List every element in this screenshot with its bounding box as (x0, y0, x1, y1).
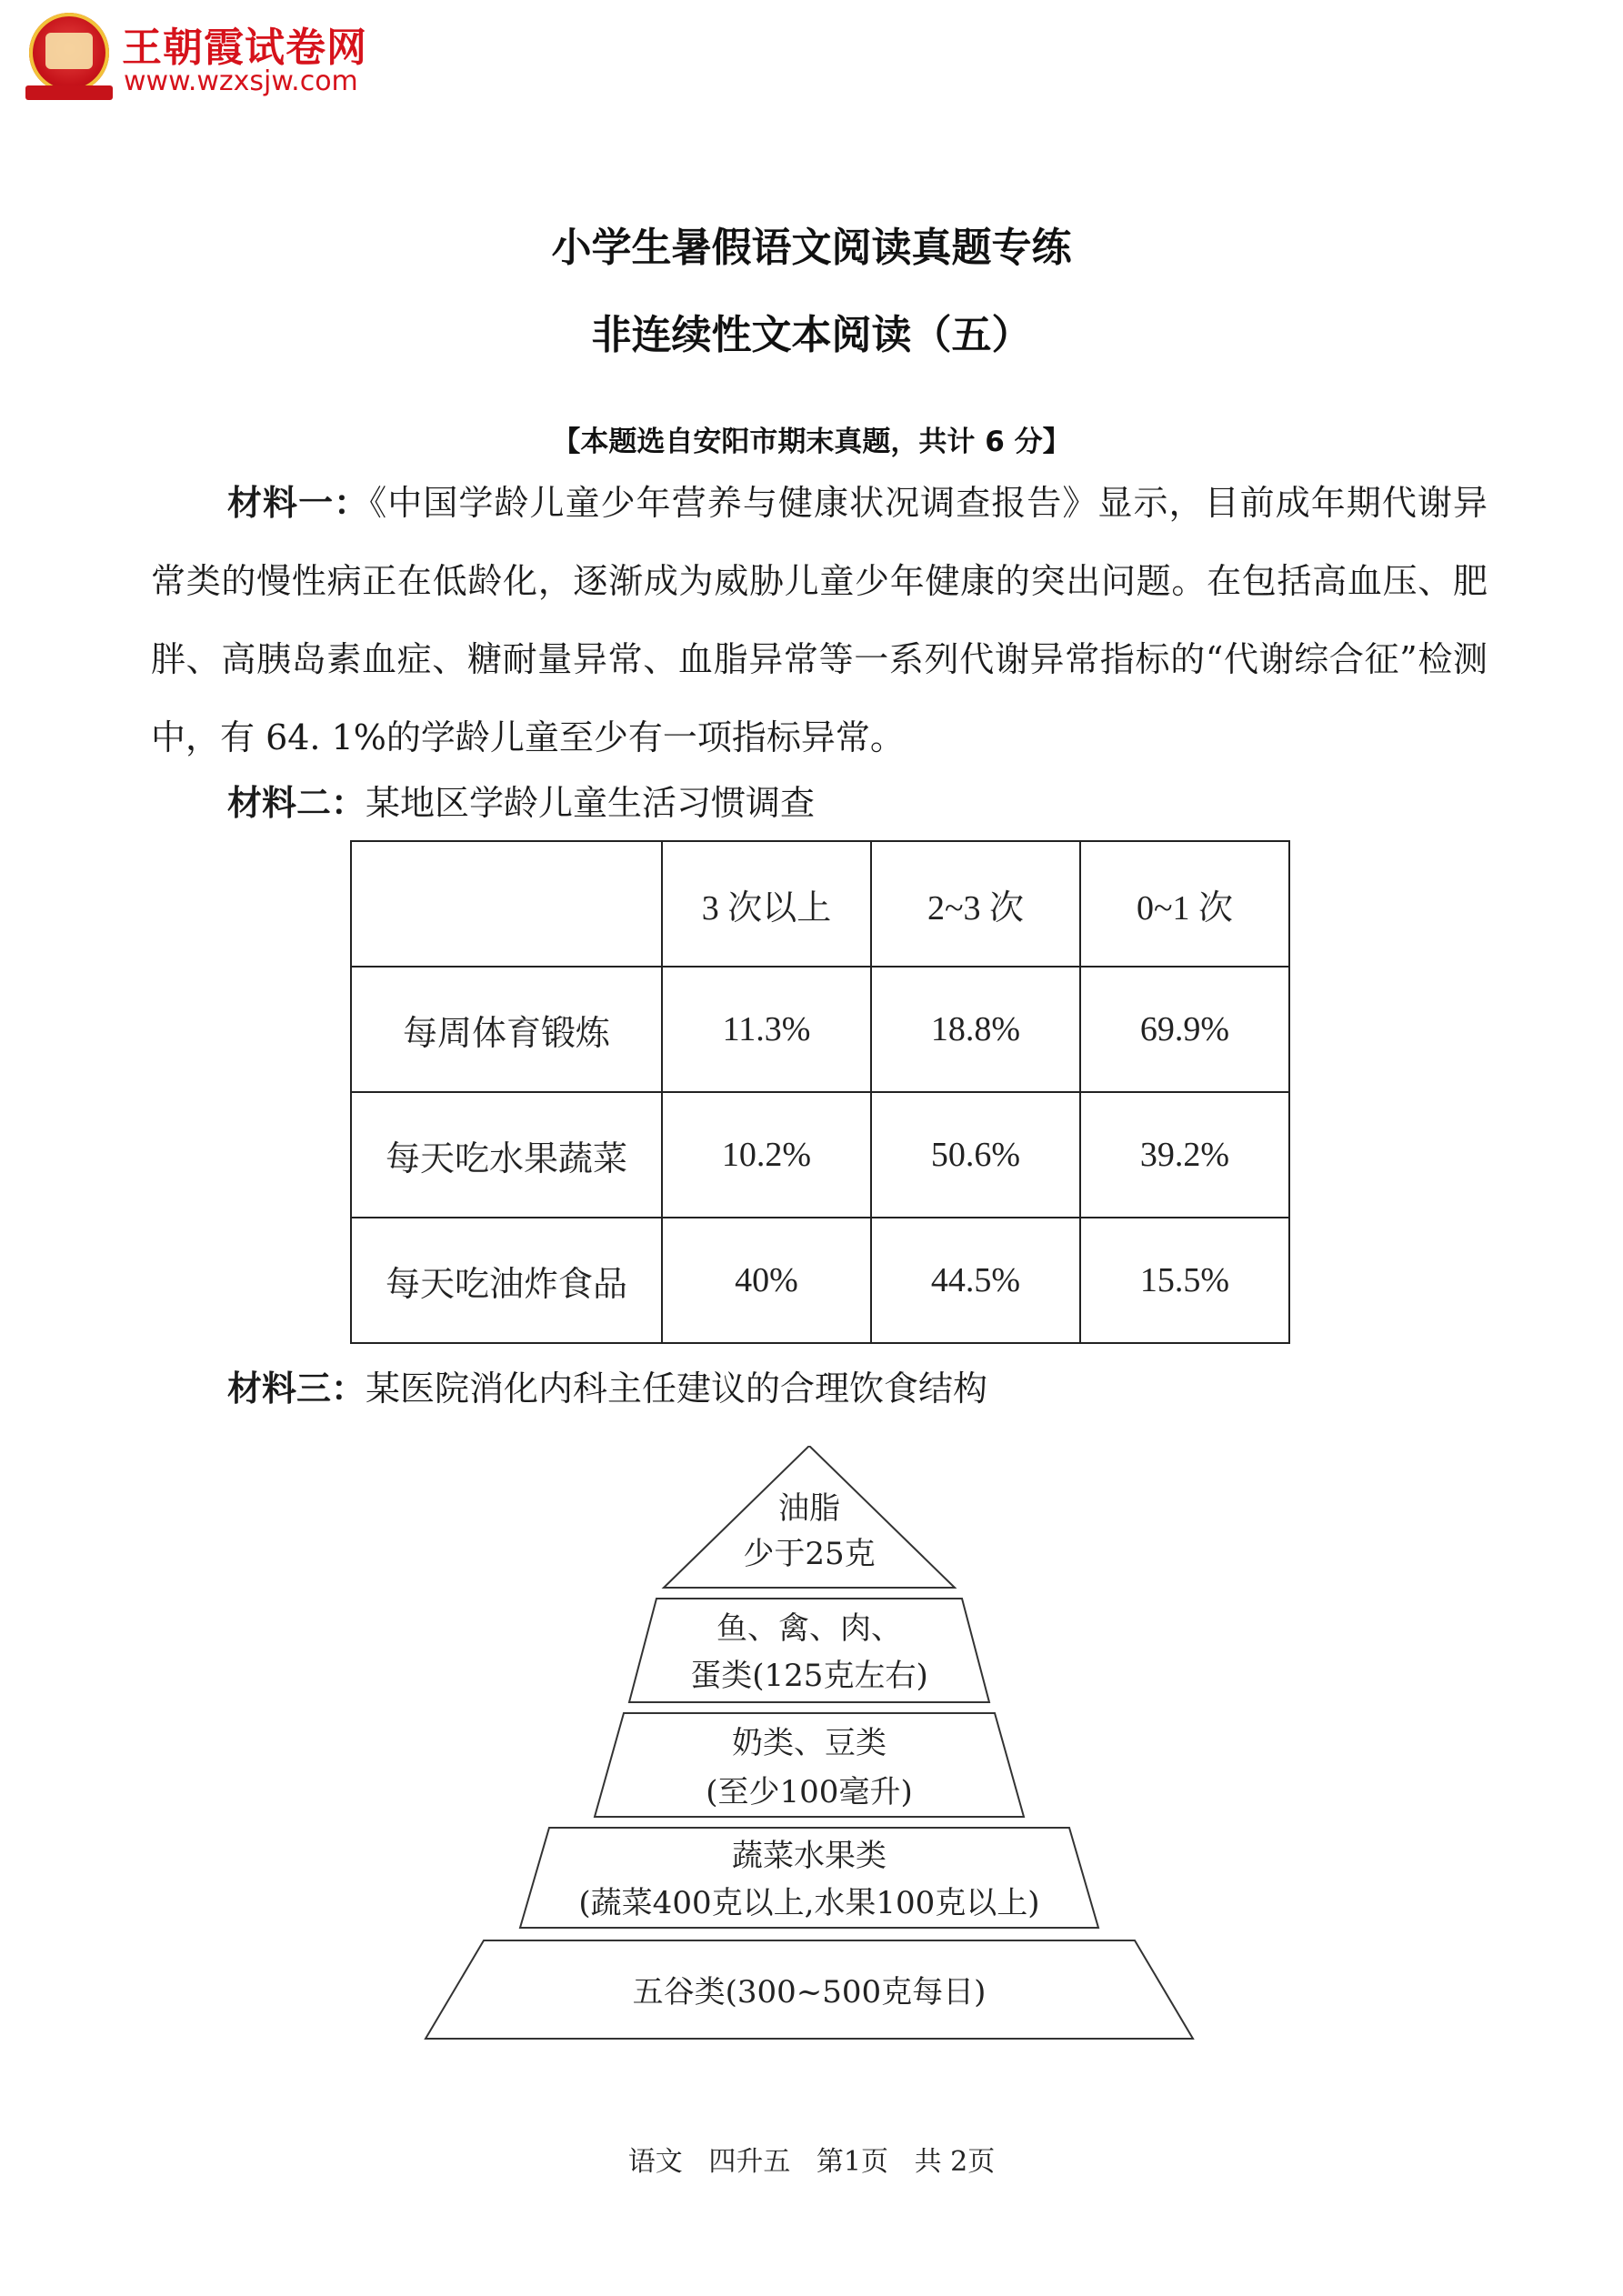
table-header-cell (351, 841, 662, 967)
pyramid-tier-line1: 蔬菜水果类 (732, 1838, 887, 1874)
material-one-label: 材料一： (227, 483, 370, 523)
material-two-label: 材料二： (227, 783, 366, 823)
pyramid-tier-oils (664, 1446, 955, 1588)
page-title: 小学生暑假语文阅读真题专练 (551, 225, 1072, 271)
table-cell: 40% (662, 1218, 871, 1343)
pyramid-tier-vegetables (520, 1828, 1098, 1928)
material-one-text: 《中国学龄儿童少年营养与健康状况调查报告》显示，目前成年期代谢异常类的慢性病正在低龄化，逐渐成为威胁儿童少年健康的突出问题。在包括高血压、肥胖、高胰岛素血症、糖耐量异常、血脂异常等一系列代谢异常指标的“代谢综合征”检测中，有 64. 1%的学龄儿童至少有一项指标异常。 (151, 483, 1488, 757)
site-logo (25, 13, 407, 104)
pyramid-tier-meat (629, 1599, 989, 1702)
table-cell: 15.5% (1080, 1218, 1289, 1343)
table-header-cell: 3 次以上 (662, 841, 871, 967)
table-header-cell: 0~1 次 (1080, 841, 1289, 967)
material-two-heading (227, 775, 815, 825)
table-cell: 69.9% (1080, 967, 1289, 1092)
table-row-label: 每天吃油炸食品 (351, 1218, 662, 1343)
logo-seal-icon (29, 13, 109, 93)
pyramid-tier-line1: 油脂 (778, 1490, 840, 1527)
diet-pyramid (418, 1446, 1218, 2046)
table-cell: 39.2% (1080, 1092, 1289, 1218)
seal-emblem-icon (45, 33, 93, 69)
site-brand-name: 王朝霞试卷网 (122, 25, 367, 71)
pyramid-tier-line1: 五谷类(300~500克每日) (632, 1974, 987, 2010)
material-three-label: 材料三： (227, 1369, 366, 1409)
table-cell: 44.5% (871, 1218, 1080, 1343)
page-subtitle: 非连续性文本阅读（五） (591, 312, 1032, 358)
table-row-label: 每天吃水果蔬菜 (351, 1092, 662, 1218)
table-header-cell: 2~3 次 (871, 841, 1080, 967)
habit-survey-table (350, 840, 1290, 1344)
pyramid-tier-line2: 少于25克 (743, 1536, 876, 1572)
pyramid-tier-line2: (蔬菜400克以上,水果100克以上) (578, 1885, 1040, 1921)
material-three-heading (227, 1360, 987, 1410)
pyramid-tier-grains (426, 1940, 1193, 2039)
page-footer: 语文 四升五 第1页 共 2页 (627, 2146, 996, 2178)
table-cell: 10.2% (662, 1092, 871, 1218)
site-url[interactable]: www.wzxsjw.com (124, 65, 358, 97)
material-three-caption: 某医院消化内科主任建议的合理饮食结构 (366, 1369, 988, 1409)
pyramid-tier-dairy (595, 1713, 1024, 1817)
table-cell: 18.8% (871, 967, 1080, 1092)
table-header-row (351, 841, 1289, 967)
table-row (351, 967, 1289, 1092)
logo-ribbon-icon (25, 85, 113, 100)
material-one-paragraph (151, 464, 1488, 777)
pyramid-tier-line1: 奶类、豆类 (732, 1725, 887, 1761)
table-row (351, 1218, 1289, 1343)
material-two-caption: 某地区学龄儿童生活习惯调查 (366, 783, 816, 823)
table-cell: 50.6% (871, 1092, 1080, 1218)
source-note: 【本题选自安阳市期末真题，共计 6 分】 (552, 426, 1071, 458)
table-row (351, 1092, 1289, 1218)
pyramid-tier-line2: 蛋类(125克左右) (690, 1658, 928, 1694)
table-cell: 11.3% (662, 967, 871, 1092)
table-row-label: 每周体育锻炼 (351, 967, 662, 1092)
pyramid-tier-line2: (至少100毫升) (706, 1774, 913, 1810)
pyramid-tier-line1: 鱼、禽、肉、 (716, 1610, 902, 1647)
